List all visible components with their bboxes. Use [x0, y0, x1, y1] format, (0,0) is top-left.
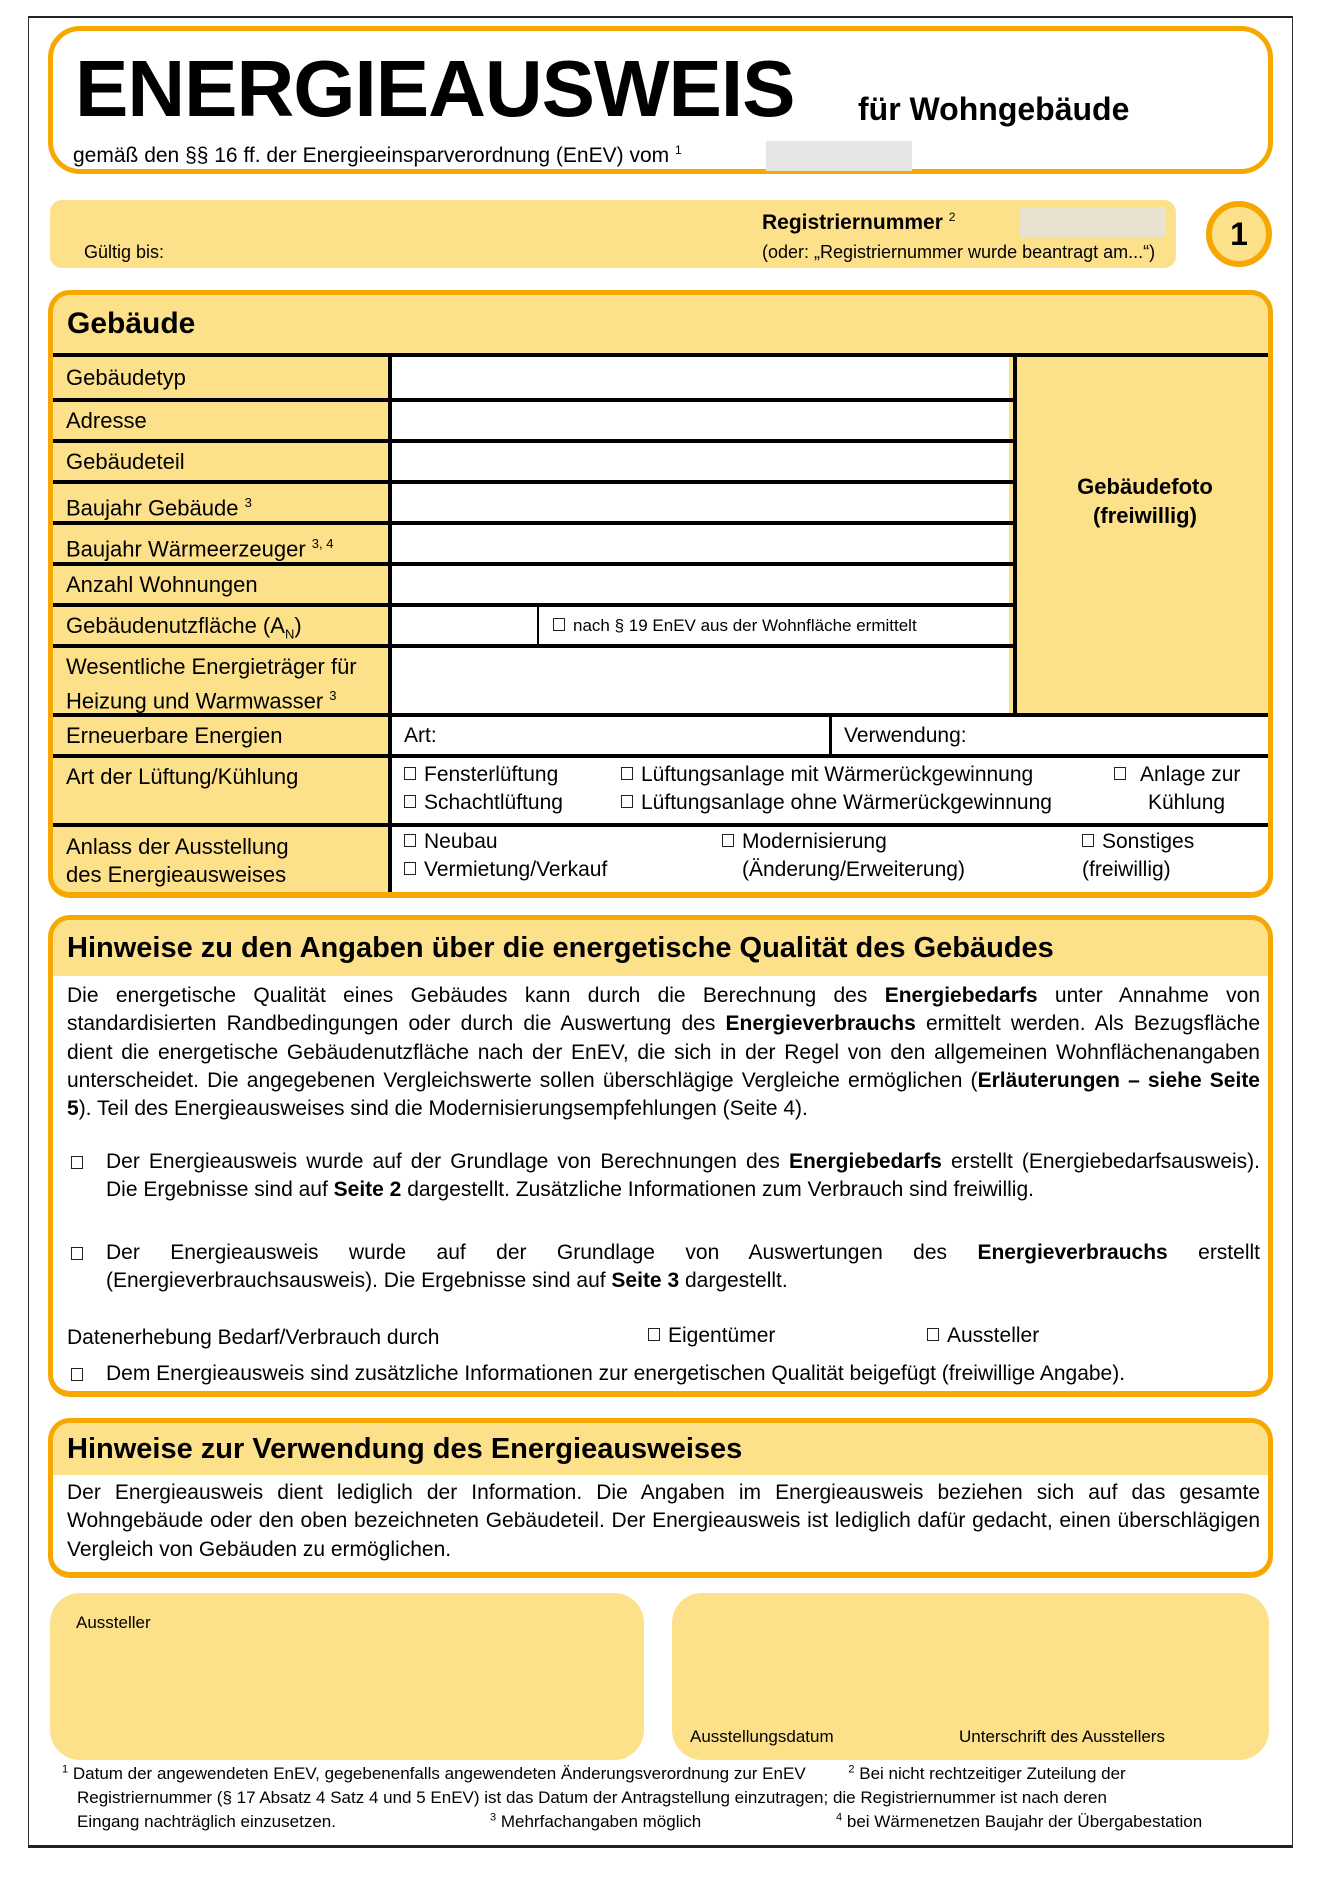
issuer-label: Aussteller	[76, 1613, 151, 1632]
enev-date-field[interactable]	[766, 141, 912, 171]
option-cooling[interactable]	[1114, 763, 1240, 787]
address-field[interactable]	[392, 402, 1009, 439]
quality-notes-intro	[67, 982, 1260, 1124]
row-label	[53, 827, 392, 897]
checkbox[interactable]	[404, 862, 416, 875]
option-label: Neubau	[424, 830, 498, 853]
row-address	[53, 402, 1009, 439]
footnote-marker: 3, 4	[311, 536, 334, 551]
footnote-marker: 1	[62, 1763, 69, 1776]
footnote-marker: 3	[490, 1810, 497, 1823]
checkbox[interactable]	[1082, 834, 1094, 847]
usage-notes-heading: Hinweise zur Verwendung des Energieausweises	[53, 1423, 1268, 1475]
registration-number-label	[762, 210, 955, 235]
footnote-text: Registriernummer (§ 17 Absatz 4 Satz 4 und 5 EnEV) ist das Datum der Antragstellung einzutragen; die Registriernummer ist nach deren	[77, 1787, 1107, 1807]
row-label	[53, 525, 392, 562]
text-run: unter Annahme von standardisierten Randbedingungen oder durch die Auswertung des	[67, 984, 1261, 1036]
row-label: Anzahl Wohnungen	[53, 566, 392, 603]
row-energy-carriers	[53, 648, 1009, 713]
checkbox[interactable]	[71, 1368, 91, 1386]
construction-year-field[interactable]	[392, 484, 1009, 521]
option-data-by-issuer[interactable]	[927, 1322, 1039, 1350]
registration-hint: (oder: „Registriernummer wurde beantragt am...“)	[762, 242, 1156, 262]
building-type-field[interactable]	[392, 357, 1009, 398]
checkbox[interactable]	[553, 618, 565, 631]
checkbox[interactable]	[404, 834, 416, 847]
text-run: erstellt (Energiebedarfsausweis). Die Ergebnisse sind auf	[106, 1150, 1260, 1202]
usage-notes-text: Der Energieausweis dient lediglich der Information. Die Angaben im Energieausweis beziehen sich auf das gesamte Wohngebäude oder den oben bezeichneten Gebäudeteil. Der Energieausweis ist lediglich dafür gedacht, einen überschlägigen Vergleich von Gebäuden zu ermöglichen.	[67, 1481, 1260, 1561]
checkbox-consumption[interactable]	[71, 1247, 83, 1260]
registration-number-text: Registriernummer	[762, 211, 943, 234]
text-run: ermittelt werden. Als Bezugsfläche dient die energetische Gebäudenutzfläche nach der EnEV, die sich in der Regel von den allgemeinen Wohnflächenangaben unterscheidet. Die angegebenen Vergleichswerte sollen überschlägige Vergleiche ermöglichen (	[67, 1012, 1261, 1093]
option-ventilation-without-recovery[interactable]	[621, 791, 1052, 815]
row-label-line: Wesentliche Energieträger für	[66, 654, 357, 679]
text-run: Der Energieausweis wurde auf der Grundlage von Auswertungen des	[106, 1241, 978, 1264]
option-label: Modernisierung	[742, 830, 887, 853]
checkbox-demand[interactable]	[71, 1156, 83, 1169]
option-label: Lüftungsanlage mit Wärmerückgewinnung	[641, 763, 1034, 786]
issuer-box[interactable]	[50, 1593, 644, 1760]
text-run-bold: Energieverbrauchs	[977, 1241, 1168, 1264]
option-label: Aussteller	[947, 1324, 1040, 1347]
text-run: ). Teil des Energieausweises sind die Modernisierungsempfehlungen (Seite 4).	[78, 1097, 808, 1121]
text-run: Der Energieausweis wurde auf der Grundlage von Berechnungen des	[106, 1150, 789, 1173]
row-renewables	[53, 717, 1270, 754]
checkbox[interactable]	[71, 1247, 91, 1265]
text-run: dargestellt. Zusätzliche Informationen zum Verbrauch sind freiwillig.	[401, 1178, 1034, 1202]
option-demand-certificate	[106, 1148, 1260, 1205]
checkbox[interactable]	[927, 1328, 939, 1341]
checkbox[interactable]	[621, 795, 633, 808]
registration-number-field[interactable]	[1020, 207, 1166, 237]
photo-label: Gebäudefoto	[1077, 474, 1213, 500]
option-consumption-certificate	[106, 1239, 1260, 1296]
row-apartments	[53, 566, 1009, 603]
option-label: Sonstiges	[1102, 830, 1195, 853]
text-run-bold: Seite 3	[611, 1269, 680, 1293]
footnote-text: Datum der angewendeten EnEV, gegebenenfalls angewendeten Änderungsverordnung zur EnEV	[72, 1764, 806, 1783]
row-usable-area	[53, 607, 1009, 644]
title-box	[48, 26, 1273, 174]
apartments-field[interactable]	[392, 566, 1009, 603]
row-label: Gebäudeteil	[53, 443, 392, 480]
footnote-text: bei Wärmenetzen Baujahr der Übergabestation	[846, 1811, 1203, 1831]
footnote-marker: 3	[244, 495, 252, 510]
ventilation-options	[392, 758, 1273, 823]
footnote-marker: 2	[948, 210, 956, 224]
occasion-options	[392, 827, 1273, 897]
option-other[interactable]	[1082, 830, 1194, 854]
quality-notes-heading: Hinweise zu den Angaben über die energetische Qualität des Gebäudes	[53, 920, 1268, 976]
text-run: Die energetische Qualität eines Gebäudes kann durch die Berechnung des	[67, 984, 885, 1007]
page-number-badge: 1	[1206, 201, 1272, 267]
footnote-text: Eingang nachträglich einzusetzen.	[77, 1811, 336, 1831]
enev-reference-text: gemäß den §§ 16 ff. der Energieeinsparverordnung (EnEV) vom	[73, 144, 670, 167]
option-label-continued: Kühlung	[1148, 791, 1226, 814]
option-label-continued: (freiwillig)	[1082, 858, 1171, 881]
signature-label: Unterschrift des Ausstellers	[959, 1727, 1165, 1746]
checkbox[interactable]	[722, 834, 734, 847]
row-label-end: )	[294, 613, 302, 638]
row-label-text: Heizung und Warmwasser	[66, 688, 324, 714]
checkbox-label: nach § 19 EnEV aus der Wohnfläche ermittelt	[573, 616, 917, 635]
row-construction-year	[53, 484, 1009, 521]
text-run-bold: Energieverbrauchs	[725, 1012, 916, 1036]
footnote-marker: 1	[674, 143, 682, 157]
document-title-suffix: für Wohngebäude	[858, 91, 1130, 127]
option-new-build[interactable]	[404, 830, 498, 854]
option-window-ventilation[interactable]	[404, 763, 558, 787]
footnote-text: Bei nicht rechtzeitiger Zuteilung der	[859, 1764, 1126, 1783]
text-run-bold: Energiebedarfs	[788, 1150, 942, 1173]
text-run: erstellt (Energieverbrauchsausweis). Die Ergebnisse sind auf	[106, 1241, 1260, 1293]
row-label	[53, 484, 392, 521]
building-heading: Gebäude	[53, 295, 1268, 357]
row-label: Art der Lüftung/Kühlung	[53, 758, 392, 823]
option-rental-sale[interactable]	[404, 858, 607, 882]
checkbox[interactable]	[404, 795, 416, 808]
option-label: Fensterlüftung	[424, 763, 559, 786]
footnote-line	[62, 1810, 1262, 1834]
text-run-bold: Energiebedarfs	[884, 984, 1038, 1007]
row-label: Adresse	[53, 402, 392, 439]
row-heater-year	[53, 525, 1009, 562]
row-label	[53, 607, 392, 644]
row-label-line: des Energieausweises	[66, 862, 287, 887]
checkbox[interactable]	[404, 767, 416, 780]
row-building-type	[53, 357, 1009, 398]
issue-date-label: Ausstellungsdatum	[690, 1727, 834, 1746]
enev-reference	[73, 143, 682, 168]
renewables-usage-field[interactable]: Verwendung:	[832, 717, 1270, 754]
checkbox-additional-info[interactable]	[71, 1368, 83, 1381]
row-label-line: Anlass der Ausstellung	[66, 834, 289, 859]
additional-info-option: Dem Energieausweis sind zusätzliche Informationen zur energetischen Qualität beigefügt (freiwillige Angabe).	[106, 1362, 1126, 1385]
footnote-marker: 2	[848, 1763, 855, 1776]
usable-area-field[interactable]	[392, 607, 539, 644]
checkbox[interactable]	[648, 1328, 660, 1341]
option-label: Vermietung/Verkauf	[424, 858, 608, 881]
footnotes	[62, 1762, 1262, 1834]
photo-label-note: (freiwillig)	[1093, 503, 1197, 528]
valid-until-label: Gültig bis:	[84, 242, 165, 262]
text-run-bold: Erläuterungen – siehe Seite 5	[67, 1069, 1260, 1121]
checkbox[interactable]	[621, 767, 633, 780]
row-label-line	[66, 681, 388, 715]
usage-notes-section	[48, 1418, 1273, 1578]
area-from-living-space-option[interactable]	[539, 607, 1009, 644]
option-data-by-owner[interactable]	[648, 1322, 775, 1350]
document-title: ENERGIEAUSWEIS	[75, 44, 795, 133]
quality-notes-section	[48, 915, 1273, 1397]
text-run: dargestellt.	[679, 1269, 788, 1293]
footnote-line	[62, 1762, 1262, 1786]
row-occasion	[53, 827, 1273, 897]
heater-year-field[interactable]	[392, 525, 1009, 562]
row-building-part	[53, 443, 1009, 480]
building-section	[48, 290, 1273, 898]
option-label: Anlage zur	[1140, 763, 1241, 786]
option-shaft-ventilation[interactable]	[404, 791, 563, 815]
registration-bar	[50, 200, 1176, 268]
data-collection-label: Datenerhebung Bedarf/Verbrauch durch	[67, 1326, 440, 1349]
building-photo-area[interactable]	[1013, 357, 1273, 717]
checkbox[interactable]	[71, 1156, 91, 1174]
row-label: Gebäudetyp	[53, 357, 392, 398]
checkbox[interactable]	[1114, 767, 1126, 780]
footnote-text: Mehrfachangaben möglich	[500, 1811, 702, 1831]
date-signature-box[interactable]	[672, 1593, 1269, 1760]
row-label: Erneuerbare Energien	[53, 717, 392, 754]
option-ventilation-with-recovery[interactable]	[621, 763, 1033, 787]
row-label-text: Baujahr Wärmeerzeuger	[66, 536, 306, 562]
footnote-marker: 3	[329, 688, 337, 703]
row-label-text: Gebäudenutzfläche (A	[66, 613, 285, 638]
option-label: Schachtlüftung	[424, 791, 563, 814]
option-modernization[interactable]	[722, 830, 887, 854]
building-part-field[interactable]	[392, 443, 1009, 480]
option-label: Eigentümer	[668, 1324, 776, 1347]
row-label-text: Baujahr Gebäude	[66, 495, 239, 521]
row-label	[53, 648, 392, 713]
subscript: N	[284, 626, 295, 642]
renewables-type-field[interactable]: Art:	[392, 717, 832, 754]
text-run-bold: Seite 2	[333, 1178, 402, 1202]
option-label: Lüftungsanlage ohne Wärmerückgewinnung	[641, 791, 1052, 814]
footnote-marker: 4	[836, 1810, 843, 1823]
option-label-continued: (Änderung/Erweiterung)	[742, 858, 965, 881]
row-ventilation	[53, 758, 1273, 823]
energy-carriers-field[interactable]	[392, 648, 1009, 713]
